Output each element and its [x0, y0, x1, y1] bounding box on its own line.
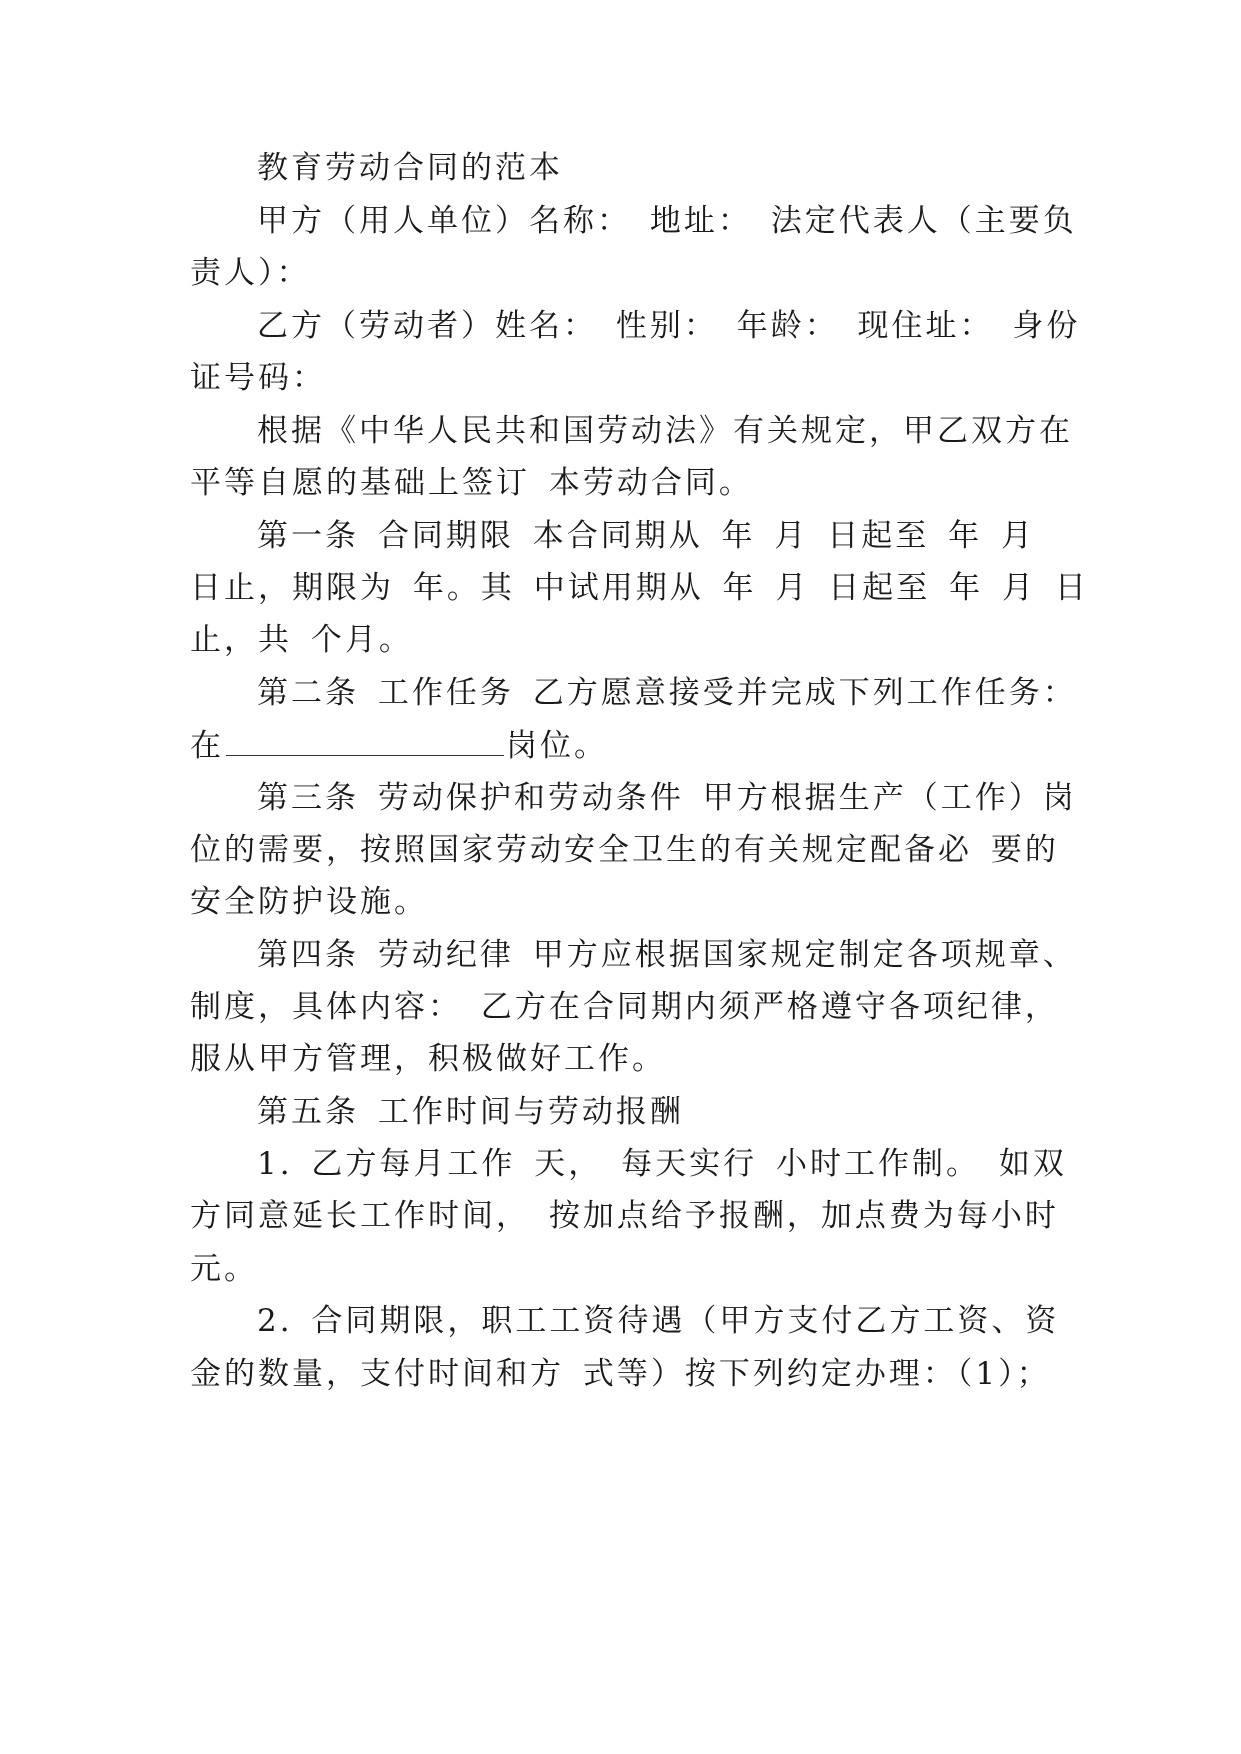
basis-line-2: 平等自愿的基础上签订 本劳动合同。 — [190, 465, 753, 501]
party-a-line-2: 责人）： — [190, 255, 311, 291]
article-2-line-2 — [190, 725, 608, 765]
article-5-item-1-line-2: 方同意延长工作时间， 按加点给予报酬，加点费为每小时 — [190, 1198, 1059, 1234]
article-5-item-2-line-1: 2. 合同期限，职工工资待遇（甲方支付乙方工资、资 — [257, 1303, 1060, 1339]
article-5-item-1-line-1: 1. 乙方每月工作 天， 每天实行 小时工作制。 如双 — [257, 1146, 1067, 1182]
article-1-line-1: 第一条 合同期限 本合同期从 年 月 日起至 年 月 — [257, 518, 1035, 554]
document-title: 教育劳动合同的范本 — [257, 150, 563, 186]
article-4-line-1: 第四条 劳动纪律 甲方应根据国家规定制定各项规章、 — [257, 937, 1077, 973]
position-blank — [226, 725, 504, 756]
article-3-line-2: 位的需要，按照国家劳动安全卫生的有关规定配备必 要的 — [190, 832, 1059, 868]
article-5-item-1-line-3: 元。 — [190, 1251, 258, 1287]
article-4-line-3: 服从甲方管理，积极做好工作。 — [190, 1041, 666, 1077]
article-3-line-3: 安全防护设施。 — [190, 884, 428, 920]
article-4-line-2: 制度，具体内容： 乙方在合同期内须严格遵守各项纪律， — [190, 989, 1059, 1025]
article-1-line-3: 止，共 个月。 — [190, 622, 413, 658]
article-2-prefix: 在 — [190, 728, 224, 764]
article-1-line-2: 日止，期限为 年。其 中试用期从 年 月 日起至 年 月 日 — [190, 570, 1089, 606]
article-2-suffix: 岗位。 — [506, 728, 608, 764]
party-b-line-2: 证号码： — [190, 360, 326, 396]
party-b-line-1: 乙方（劳动者）姓名： 性别： 年龄： 现住址： 身份 — [257, 308, 1081, 344]
party-a-line-1: 甲方（用人单位）名称： 地址： 法定代表人（主要负 — [257, 203, 1077, 239]
basis-line-1: 根据《中华人民共和国劳动法》有关规定，甲乙双方在 — [257, 413, 1073, 449]
article-5-item-2-line-2: 金的数量，支付时间和方 式等）按下列约定办理：（1）； — [190, 1356, 1051, 1392]
article-3-line-1: 第三条 劳动保护和劳动条件 甲方根据生产（工作）岗 — [257, 780, 1077, 816]
article-5-heading: 第五条 工作时间与劳动报酬 — [257, 1094, 684, 1130]
article-2-line-1: 第二条 工作任务 乙方愿意接受并完成下列工作任务： — [257, 675, 1077, 711]
